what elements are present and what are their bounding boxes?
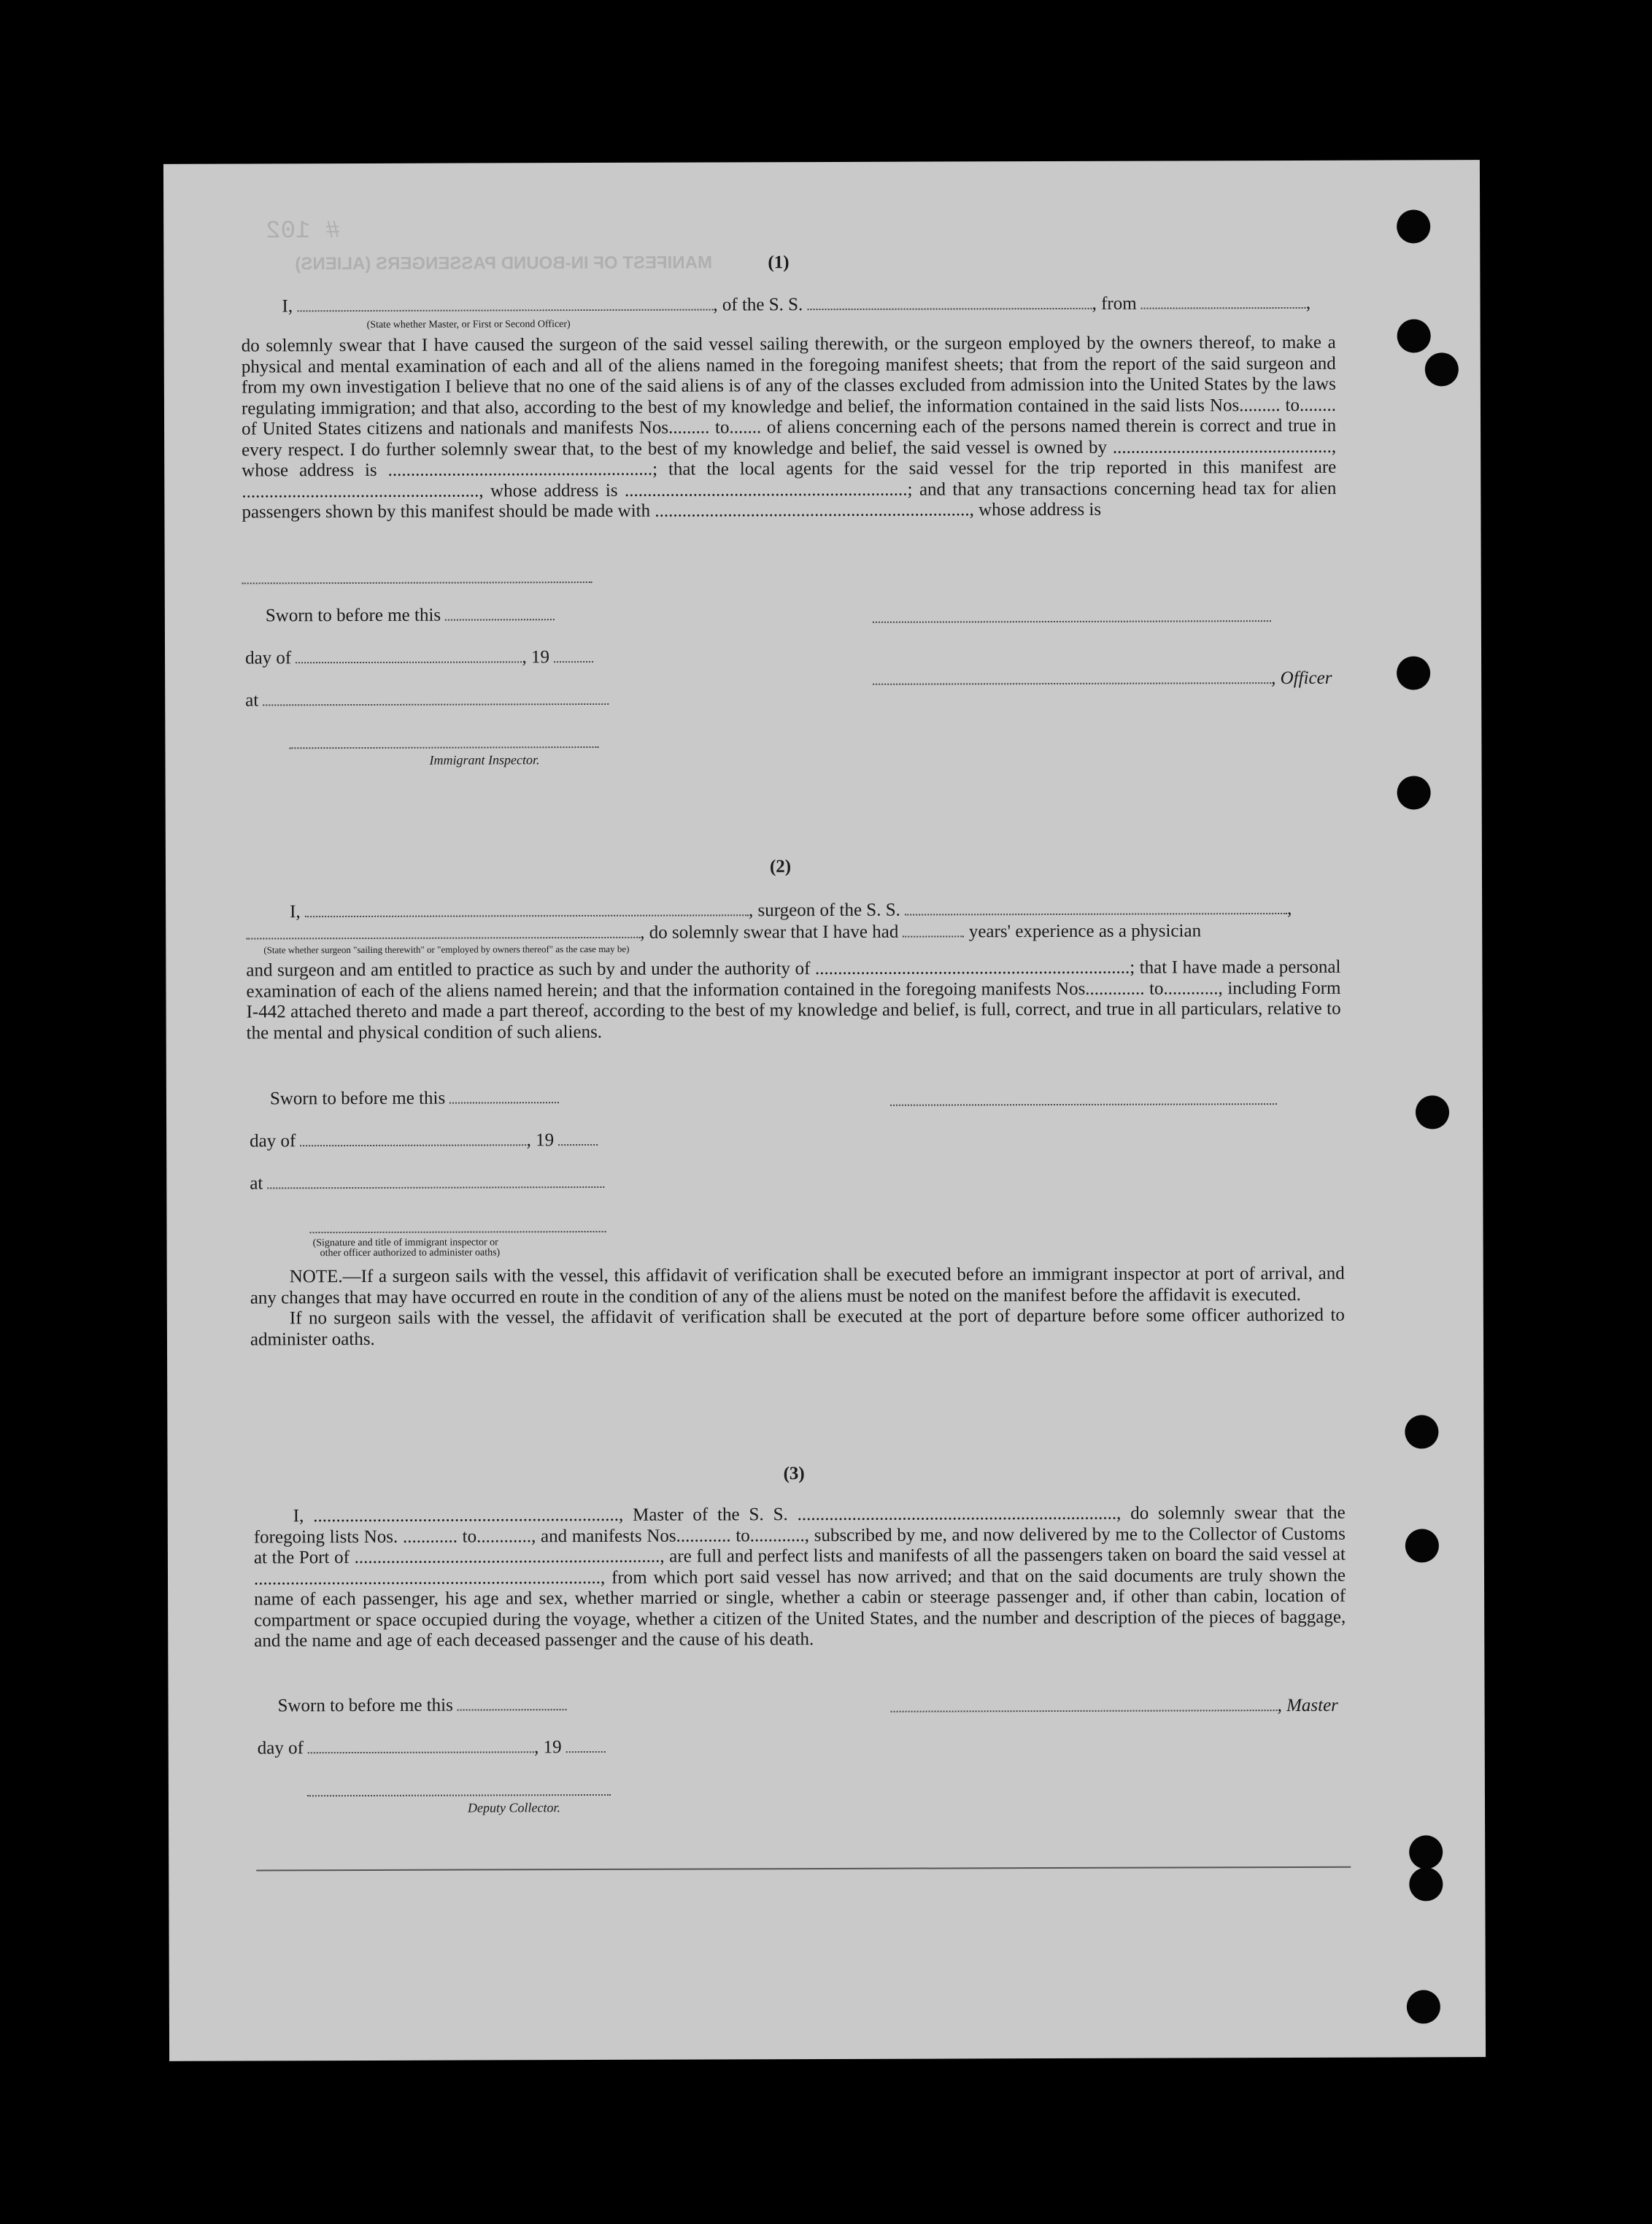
signature-caption-1: (Signature and title of immigrant inspector or (312, 1237, 498, 1249)
section-2-opening-line: I, , surgeon of the S. S. , (290, 898, 1292, 922)
sworn-year-field-2[interactable] (558, 1144, 598, 1146)
section-2-second-line: , do solemnly swear that I have had years' experience as a physician (246, 921, 1201, 944)
punch-hole (1397, 319, 1431, 352)
section-3-sworn-line: Sworn to before me this (278, 1695, 568, 1716)
origin-field[interactable] (1141, 307, 1306, 309)
section-1-sworn-line: Sworn to before me this (266, 605, 555, 626)
sworn-month-field-1[interactable] (296, 661, 522, 663)
section-3-day-line: day of , 19 (258, 1737, 606, 1758)
sworn-year-field-3[interactable] (566, 1751, 606, 1753)
punch-hole (1397, 209, 1430, 243)
punch-hole (1416, 1095, 1449, 1129)
sworn-month-field-3[interactable] (308, 1751, 534, 1753)
section-1-number: (1) (768, 252, 790, 273)
section-1-continuation-line (242, 582, 593, 584)
vessel-field[interactable] (808, 308, 1092, 310)
section-2-at-line: at (250, 1173, 604, 1194)
surgeon-caption: (State whether surgeon "sailing therewith" or "employed by owners thereof" as the case may be) (263, 943, 630, 956)
punch-hole (1425, 352, 1459, 386)
section-2-number: (2) (769, 857, 792, 877)
section-2-sworn-line: Sworn to before me this (270, 1088, 560, 1109)
punch-hole (1397, 656, 1430, 690)
surgeon-signature-line (890, 1103, 1277, 1106)
section-1-at-line: at (245, 690, 609, 711)
punch-hole (1409, 1835, 1443, 1869)
section-1-opening-line: I, , of the S. S. , from , (282, 293, 1311, 317)
inspector-signature-line (289, 746, 598, 749)
officer-field[interactable] (297, 309, 713, 312)
sworn-place-field-2[interactable] (268, 1186, 605, 1189)
sworn-year-field-1[interactable] (554, 661, 593, 663)
punch-hole (1409, 1867, 1443, 1901)
section-3-body: I, ..................................................................., Master of the S. S. ......................................................................, do solemnly swear that the foregoing lists Nos. ............ to............, and manifests Nos............ to............, subscribed by me, and now delivered by me to the Collector of Customs at the Port of ..................................................................., are full and perfect lists and manifests of all the passengers taken on board the said vessel at ............................................................................, from which port said vessel has now arrived; and that on the said documents are truly shown the name of each passenger, his age and sex, whether married or single, whether a cabin or steerage passenger and, if other than cabin, location of compartment or space occupied during the voyage, whether a citizen of the United States, and the number and description of the pieces of baggage, and the name and age of each deceased passenger and the cause of his death. (253, 1502, 1346, 1651)
manifest-page (163, 160, 1486, 2061)
collector-signature-line (307, 1794, 611, 1796)
master-signature-line: , Master (891, 1696, 1338, 1718)
section-2-body: and surgeon and am entitled to practice as such by and under the authority of .....................................................................; that I have made a personal examination of each of the aliens named herein; and that the information contained in the foregoing manifests Nos............. to............, including Form I-442 attached thereto and made a part thereof, according to the best of my knowledge and belief, is full, correct, and true in all particulars, relative to the mental and physical condition of such aliens. (246, 957, 1341, 1043)
officer-caption: (State whether Master, or First or Second Officer) (366, 319, 571, 331)
section-1-body: do solemnly swear that I have caused the surgeon of the said vessel sailing therewith, or the surgeon employed by the owners thereof, to make a physical and mental examination of each and all of the aliens named in the foregoing manifest sheets; that from the report of the said surgeon and from my own investigation I believe that no one of the said aliens is of any of the classes excluded from admission into the United States by the laws regulating immigration; and that also, according to the best of my knowledge and belief, the information contained in the said lists Nos......... to........ of United States citizens and nationals and manifests Nos......... to....... of aliens concerning each of the persons named therein is correct and true in every respect. I do further solemnly swear that, to the best of my knowledge and belief, the said vessel is owned by ................................................, whose address is ..........................................................; that the local agents for the said vessel for the trip reported in this manifest are ...................................................., whose address is ..............................................................; and that any transactions concerning head tax for alien passengers shown by this manifest should be made with ....................................................................., whose address is (241, 332, 1337, 522)
signature-caption-2: other officer authorized to administer oaths) (320, 1247, 501, 1259)
surgeon-name-field[interactable] (305, 914, 749, 917)
section-2-note: NOTE.—If a surgeon sails with the vessel, this affidavit of verification shall be executed before an immigrant inspector at port of arrival, and any changes that may have occurred en route in the condition of any of the aliens must be noted on the manifest before the affidavit is executed. If no surgeon sails with the vessel, the affidavit of verification shall be executed at the port of departure before some officer authorized to administer oaths. (250, 1263, 1345, 1349)
punch-hole (1397, 776, 1431, 809)
bleed-through-title: MANIFEST OF IN-BOUND PASSENGERS (ALIENS) (295, 252, 712, 274)
officer-signature-line-1 (873, 620, 1271, 623)
punch-hole (1405, 1529, 1439, 1562)
sworn-day-field-2[interactable] (449, 1102, 559, 1103)
surgeon-vessel-field[interactable] (905, 913, 1287, 916)
officer-signature-line-2: , Officer (873, 668, 1332, 690)
section-1-day-line: day of , 19 (245, 647, 593, 668)
section-3-number: (3) (783, 1464, 805, 1484)
years-field[interactable] (903, 935, 965, 937)
section-2-day-line: day of , 19 (250, 1130, 598, 1151)
administrator-signature-line (310, 1231, 606, 1233)
bleed-through-number: # 102 (266, 217, 341, 246)
sworn-month-field-2[interactable] (301, 1144, 527, 1146)
punch-hole (1405, 1415, 1438, 1448)
punch-hole (1407, 1990, 1440, 2023)
inspector-caption: Immigrant Inspector. (429, 752, 540, 768)
collector-caption: Deputy Collector. (467, 1800, 561, 1815)
sworn-day-field-1[interactable] (445, 619, 555, 620)
bottom-divider (256, 1866, 1351, 1872)
surgeon-status-field[interactable] (246, 937, 640, 940)
sworn-day-field-3[interactable] (458, 1709, 567, 1710)
sworn-place-field-1[interactable] (263, 703, 609, 706)
